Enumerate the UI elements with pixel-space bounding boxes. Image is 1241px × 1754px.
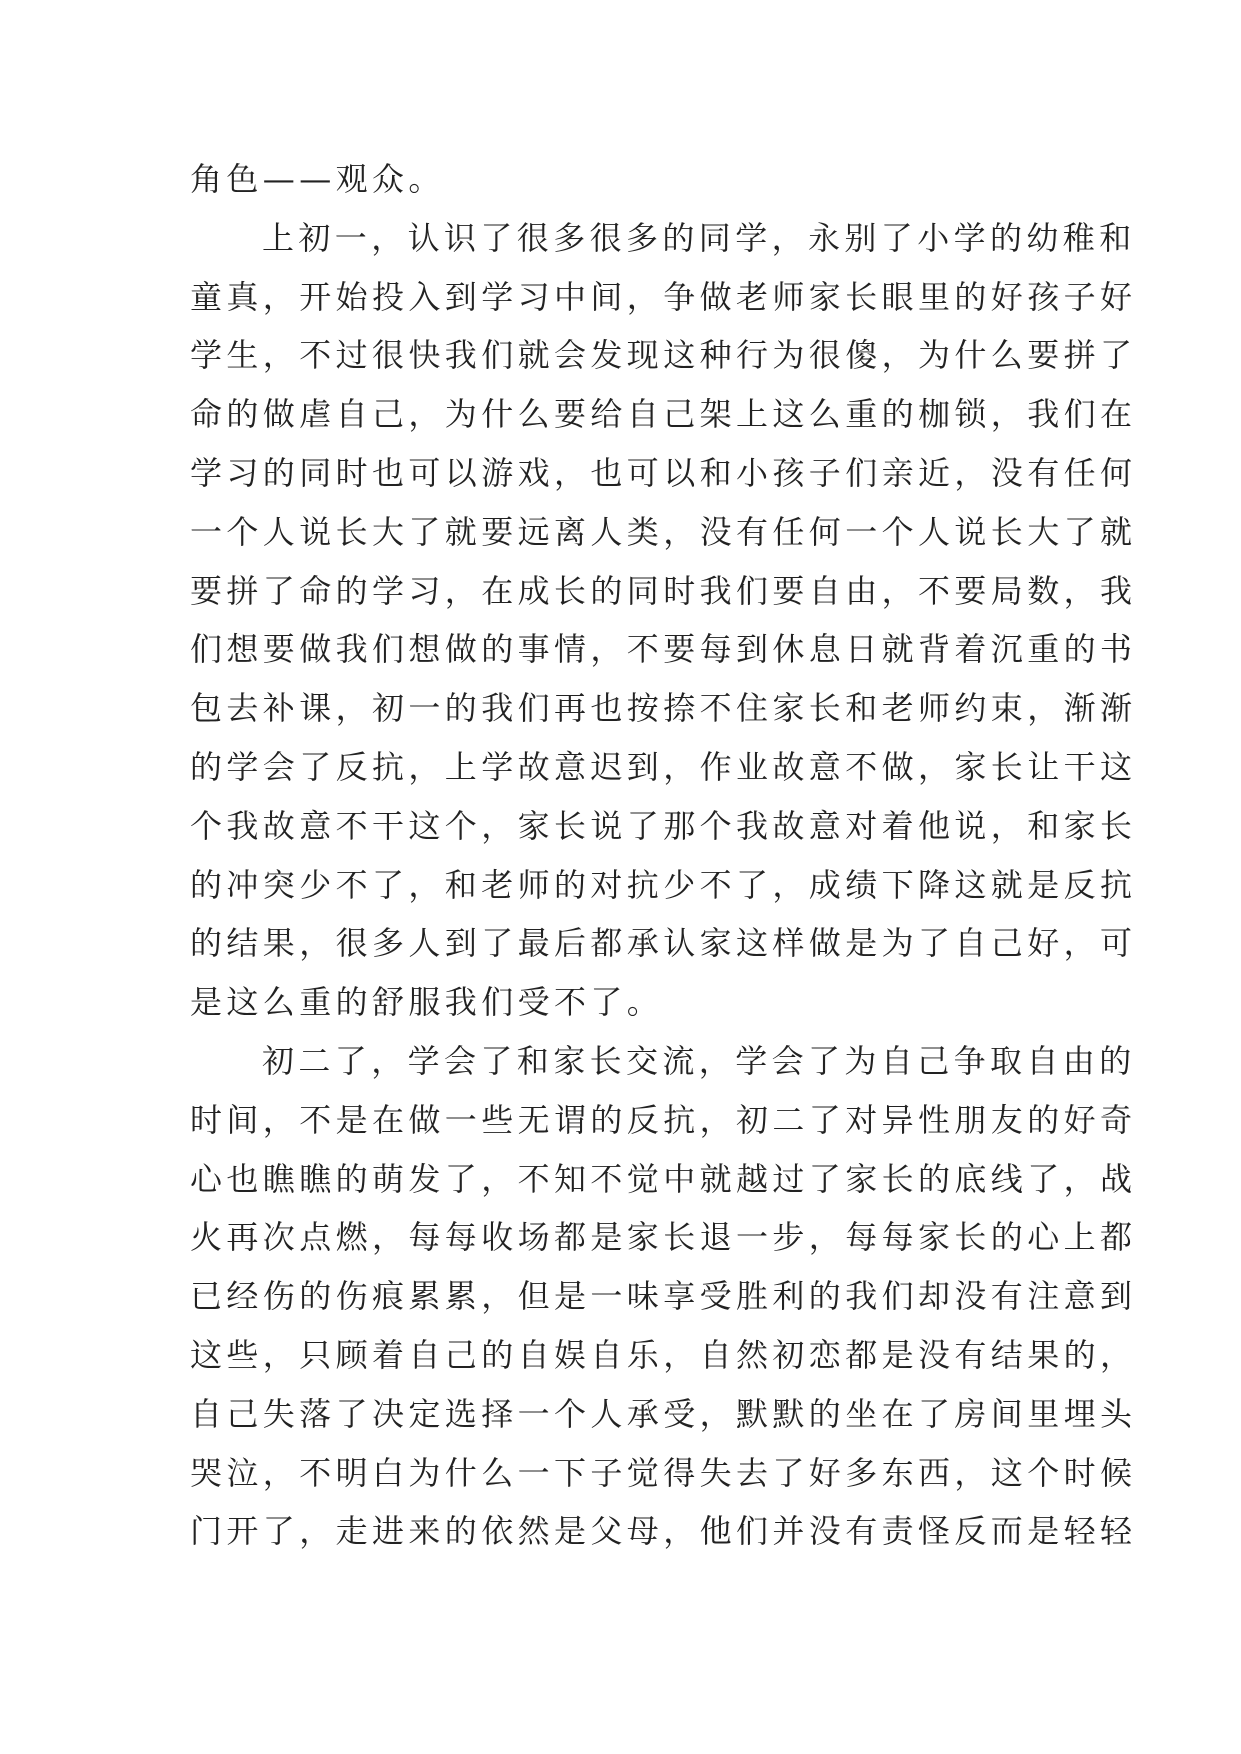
text-line: 学习的同时也可以游戏，也可以和小孩子们亲近，没有任何 [190, 453, 1137, 492]
text-line: 门开了，走进来的依然是父母，他们并没有责怪反而是轻轻 [190, 1512, 1137, 1551]
body-text [190, 150, 1137, 1561]
text-line: 的结果，很多人到了最后都承认家这样做是为了自己好，可 [190, 924, 1137, 963]
text-line: 是这么重的舒服我们受不了。 [190, 983, 664, 1022]
text-line: 童真，开始投入到学习中间，争做老师家长眼里的好孩子好 [190, 277, 1137, 316]
text-line: 的冲突少不了，和老师的对抗少不了，成绩下降这就是反抗 [190, 865, 1137, 904]
text-line: 的学会了反抗，上学故意迟到，作业故意不做，家长让干这 [190, 747, 1137, 786]
paragraph-first-line: 初二了，学会了和家长交流，学会了为自己争取自由的 [262, 1041, 1136, 1080]
text-line: 一个人说长大了就要远离人类，没有任何一个人说长大了就 [190, 512, 1137, 551]
text-line: 命的做虐自己，为什么要给自己架上这么重的枷锁，我们在 [190, 395, 1137, 434]
text-line: 哭泣，不明白为什么一下子觉得失去了好多东西，这个时候 [190, 1453, 1137, 1492]
text-line: 时间，不是在做一些无谓的反抗，初二了对异性朋友的好奇 [190, 1100, 1137, 1139]
text-line: 这些，只顾着自己的自娱自乐，自然初恋都是没有结果的， [190, 1335, 1137, 1374]
text-line: 要拼了命的学习，在成长的同时我们要自由，不要局数，我 [190, 571, 1137, 610]
paragraph-first-line: 上初一，认识了很多很多的同学，永别了小学的幼稚和 [262, 218, 1136, 257]
text-line: 个我故意不干这个，家长说了那个我故意对着他说，和家长 [190, 806, 1137, 845]
text-line: 们想要做我们想做的事情，不要每到休息日就背着沉重的书 [190, 630, 1137, 669]
text-line: 包去补课，初一的我们再也按捺不住家长和老师约束，渐渐 [190, 689, 1137, 728]
text-line: 心也瞧瞧的萌发了，不知不觉中就越过了家长的底线了，战 [190, 1159, 1137, 1198]
text-line: 学生，不过很快我们就会发现这种行为很傻，为什么要拼了 [190, 336, 1137, 375]
text-line: 自己失落了决定选择一个人承受，默默的坐在了房间里埋头 [190, 1394, 1137, 1433]
text-line: 已经伤的伤痕累累，但是一味享受胜利的我们却没有注意到 [190, 1277, 1137, 1316]
text-line: 角色——观众。 [190, 160, 445, 198]
text-line: 火再次点燃，每每收场都是家长退一步，每每家长的心上都 [190, 1218, 1137, 1257]
